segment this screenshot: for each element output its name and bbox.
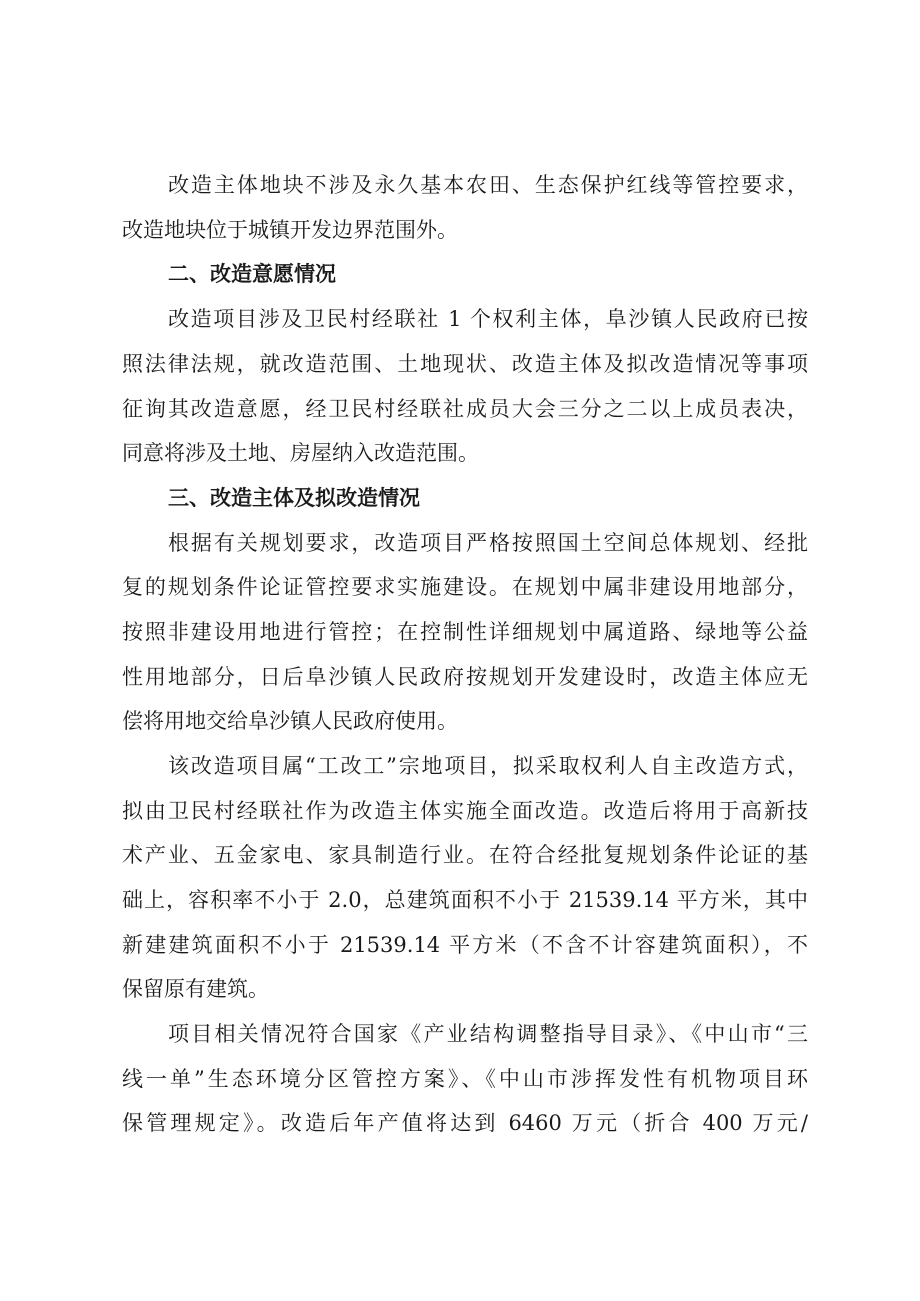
paragraph-2-line-4: 同意将涉及土地、房屋纳入改造范围。 bbox=[122, 441, 479, 465]
paragraph-4-line-2: 拟由卫民村经联社作为改造主体实施全面改造。改造后将用于高新技 bbox=[122, 799, 808, 823]
paragraph-1-line-2: 改造地块位于城镇开发边界范围外。 bbox=[122, 218, 458, 242]
paragraph-2-line-2: 照法律法规，就改造范围、土地现状、改造主体及拟改造情况等事项 bbox=[122, 352, 808, 376]
paragraph-5-line-3: 保管理规定》。改造后年产值将达到 6460 万元（折合 400 万元/ bbox=[122, 1111, 808, 1135]
paragraph-4-line-5: 新建建筑面积不小于 21539.14 平方米（不含不计容建筑面积），不 bbox=[122, 933, 808, 957]
section-heading-3: 三、改造主体及拟改造情况 bbox=[168, 486, 420, 510]
paragraph-4-line-3: 术产业、五金家电、家具制造行业。在符合经批复规划条件论证的基 bbox=[122, 843, 808, 867]
section-heading-2: 二、改造意愿情况 bbox=[168, 262, 336, 286]
paragraph-5-line-2: 线一单”生态环境分区管控方案》、《中山市涉挥发性有机物项目环 bbox=[122, 1067, 808, 1091]
paragraph-3-line-5: 偿将用地交给阜沙镇人民政府使用。 bbox=[122, 709, 458, 733]
paragraph-2-line-3: 征询其改造意愿，经卫民村经联社成员大会三分之二以上成员表决， bbox=[122, 397, 808, 421]
paragraph-1-line-1: 改造主体地块不涉及永久基本农田、生态保护红线等管控要求， bbox=[168, 173, 808, 197]
paragraph-4-line-4: 础上，容积率不小于 2.0，总建筑面积不小于 21539.14 平方米，其中 bbox=[122, 888, 808, 912]
paragraph-4-line-1: 该改造项目属“工改工”宗地项目，拟采取权利人自主改造方式， bbox=[168, 754, 808, 778]
paragraph-2-line-1: 改造项目涉及卫民村经联社 1 个权利主体，阜沙镇人民政府已按 bbox=[168, 307, 808, 331]
paragraph-5-line-1: 项目相关情况符合国家《产业结构调整指导目录》、《中山市“三 bbox=[168, 1022, 808, 1046]
paragraph-3-line-2: 复的规划条件论证管控要求实施建设。在规划中属非建设用地部分， bbox=[122, 575, 808, 599]
paragraph-4-line-6: 保留原有建筑。 bbox=[122, 977, 269, 1001]
paragraph-3-line-1: 根据有关规划要求，改造项目严格按照国土空间总体规划、经批 bbox=[168, 531, 808, 555]
paragraph-3-line-3: 按照非建设用地进行管控；在控制性详细规划中属道路、绿地等公益 bbox=[122, 620, 808, 644]
paragraph-3-line-4: 性用地部分，日后阜沙镇人民政府按规划开发建设时，改造主体应无 bbox=[122, 665, 808, 689]
